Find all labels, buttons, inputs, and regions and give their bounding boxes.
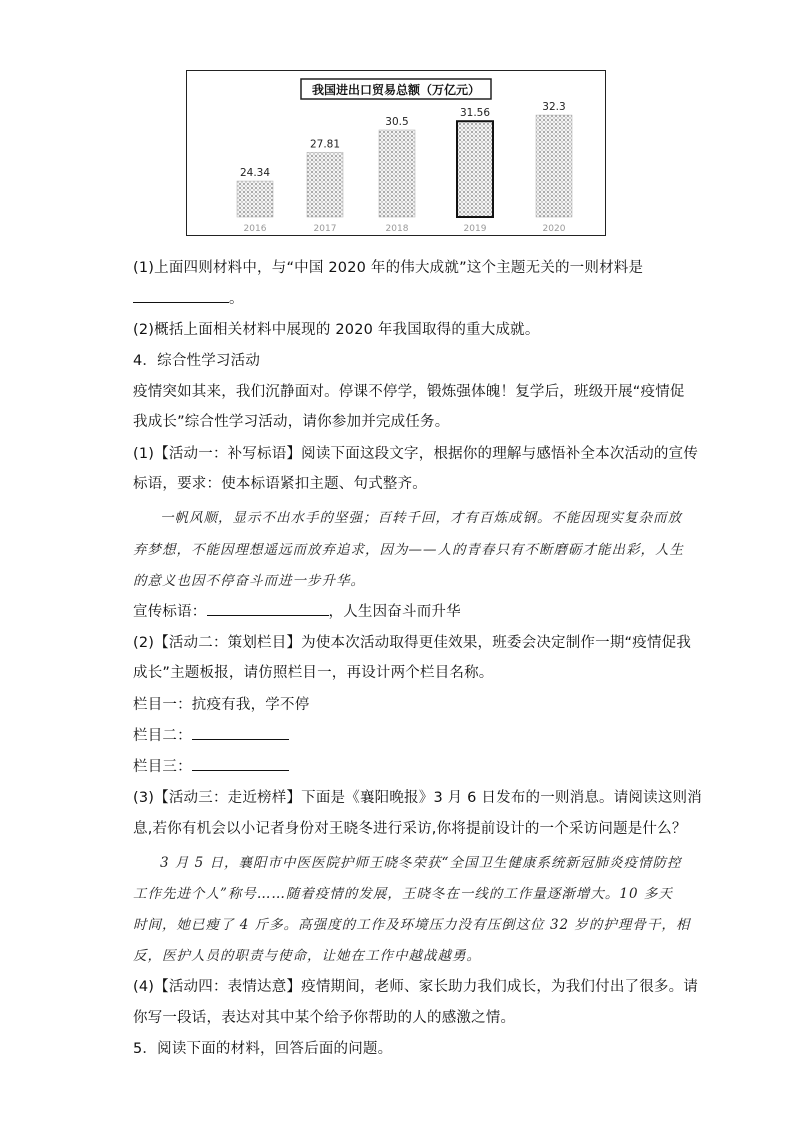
activity-1-line-2: 标语，要求：使本标语紧扣主题、句式整齐。 (133, 476, 427, 492)
activity-4-line-1: (4)【活动四：表情达意】疫情期间，老师、家长助力我们成长，为我们付出了很多。请 (133, 979, 699, 995)
quote-1-line-1: 一帆风顺，显示不出水手的坚强；百转千回，才有百炼成钢。不能因现实复杂而放 (160, 510, 682, 526)
question-2: (2)概括上面相关材料中展现的 2020 年我国取得的重大成就。 (133, 322, 540, 338)
column-2-blank[interactable] (192, 725, 289, 740)
chart-category-label: 2020 (542, 224, 566, 234)
section-4-title: 4．综合性学习活动 (133, 353, 261, 369)
column-2-label: 栏目二： (133, 728, 192, 744)
section-5-title: 5．阅读下面的材料，回答后面的问题。 (133, 1041, 393, 1057)
chart-category-label: 2019 (463, 224, 487, 234)
activity-4-line-2: 你写一段话，表达对其中某个给予你帮助的人的感激之情。 (133, 1010, 516, 1026)
section-4-intro-1: 疫情突如其来，我们沉静面对。停课不停学，锻炼强体魄！复学后，班级开展“疫情促 (133, 384, 685, 400)
slogan-line (133, 600, 461, 621)
chart-bar (379, 130, 415, 217)
chart-data-label: 31.56 (459, 107, 491, 120)
chart-data-label: 24.34 (239, 167, 271, 180)
trade-chart (186, 70, 606, 236)
activity-2-line-1: (2)【活动二：策划栏目】为使本次活动取得更佳效果，班委会决定制作一期“疫情促我 (133, 635, 692, 651)
slogan-label: 宣传标语： (133, 604, 207, 620)
chart-bar (536, 115, 572, 217)
question-1-text: (1)上面四则材料中，与“中国 2020 年的伟大成就”这个主题无关的一则材料是 (133, 260, 644, 276)
quote-2-line-1: 3 月 5 日，襄阳市中医医院护师王晓冬荣获“全国卫生健康系统新冠肺炎疫情防控 (160, 855, 682, 871)
question-1-end: 。 (229, 291, 244, 307)
answer-blank[interactable] (133, 288, 229, 303)
chart-bar (307, 152, 343, 217)
chart-bar (237, 181, 273, 217)
activity-3-line-2: 息,若你有机会以小记者身份对王晓冬进行采访,你将提前设计的一个采访问题是什么？ (133, 821, 687, 837)
quote-2-line-4: 反，医护人员的职责与使命，让她在工作中越战越勇。 (133, 948, 481, 964)
slogan-blank[interactable] (207, 601, 329, 616)
activity-3-line-1: (3)【活动三：走近榜样】下面是《襄阳晚报》3 月 6 日发布的一则消息。请阅读这则消 (133, 790, 702, 806)
quote-1-line-3: 的意义也因不停奋斗而进一步升华。 (133, 573, 365, 589)
question-1 (133, 256, 643, 277)
section-4-intro-2: 我成长”综合性学习活动，请你参加并完成任务。 (133, 414, 450, 430)
trade-chart-svg (187, 71, 604, 234)
chart-data-label: 32.3 (542, 101, 566, 114)
question-1-answer-line (133, 287, 244, 308)
column-3-blank[interactable] (192, 756, 289, 771)
chart-bar (457, 121, 493, 217)
activity-2-line-2: 成长”主题板报，请仿照栏目一，再设计两个栏目名称。 (133, 665, 494, 681)
column-1: 栏目一：抗疫有我，学不停 (133, 697, 310, 713)
chart-data-label: 27.81 (309, 138, 341, 151)
quote-2-line-2: 工作先进个人”称号……随着疫情的发展，王晓冬在一线的工作量逐渐增大。10 多天 (133, 886, 673, 902)
column-3-line (133, 755, 289, 776)
chart-category-label: 2016 (243, 224, 267, 234)
quote-1-line-2: 弃梦想，不能因理想遥远而放弃追求，因为——人的青春只有不断磨砺才能出彩，人生 (133, 542, 684, 558)
slogan-end: ，人生因奋斗而升华 (328, 604, 461, 620)
chart-category-label: 2018 (385, 224, 409, 234)
quote-2-line-3: 时间，她已瘦了 4 斤多。高强度的工作及环境压力没有压倒这位 32 岁的护理骨干，相 (133, 917, 691, 933)
activity-1-line-1: (1)【活动一：补写标语】阅读下面这段文字，根据你的理解与感悟补全本次活动的宣传 (133, 446, 699, 462)
column-2-line (133, 724, 289, 745)
chart-data-label: 30.5 (385, 116, 409, 128)
chart-title: 我国进出口贸易总额（万亿元） (311, 83, 481, 97)
column-3-label: 栏目三： (133, 759, 192, 775)
chart-category-label: 2017 (313, 224, 337, 234)
